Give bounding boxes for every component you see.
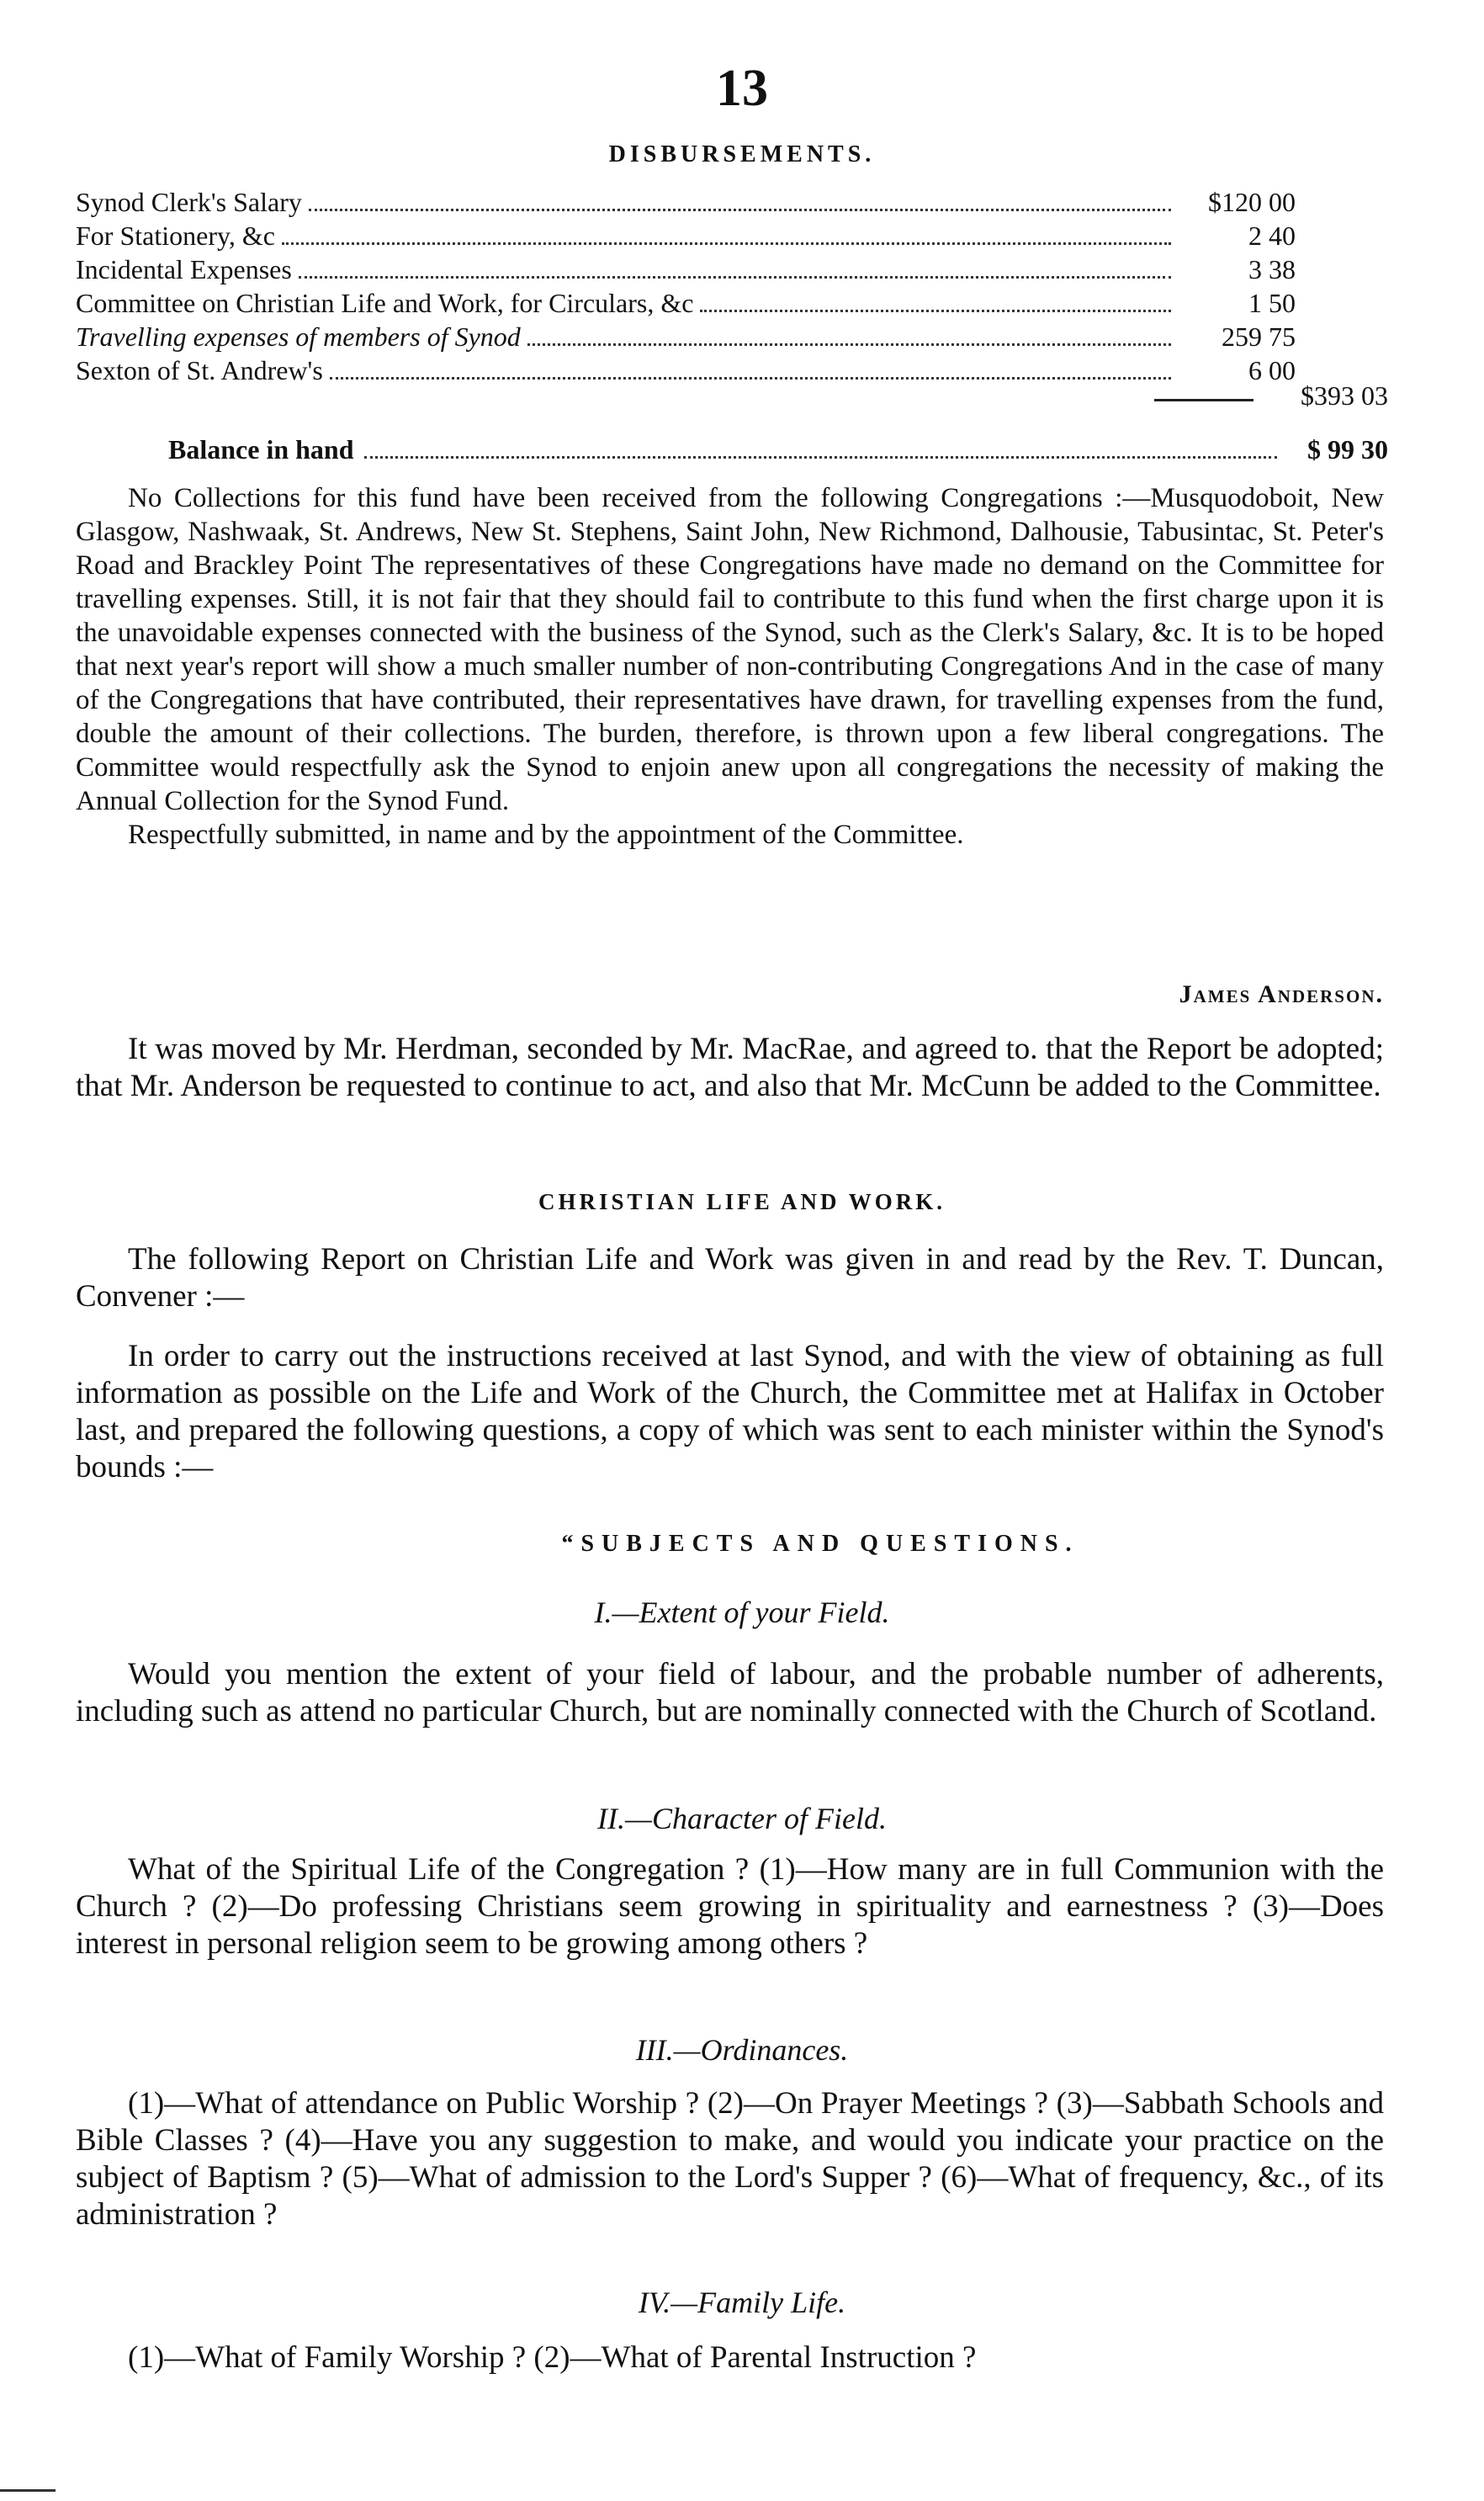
section-text <box>76 1656 1384 1730</box>
ledger-row <box>76 219 1422 252</box>
ledger-amount: $120 00 <box>1208 187 1296 217</box>
leader-dots <box>309 209 1171 211</box>
leader-dots <box>527 343 1171 346</box>
balance-amount: $ 99 30 <box>1307 434 1388 465</box>
leader-dots <box>700 310 1171 312</box>
paragraph-text: No Collections for this fund have been received from the following Congregations :—Musquodoboit, New Glasgow, Nashwaak, St. Andrews, New St. Stephens, Saint John, New Richmond, Dalhousie, Tabusintac, St. Peter's Road and Brackley Point The representatives of these Congregations have made no demand on the Committee for travelling expenses. Still, it is not fair that they should fail to contribute to this fund when the first charge upon it is the unavoidable expenses connected with the business of the Synod, such as the Clerk's Salary, &c. It is to be hoped that next year's report will show a much smaller number of non-contributing Congregations And in the case of many of the Congregations that have contributed, their representatives have drawn, for travelling expenses from the fund, double the amount of their collections. The burden, therefore, is thrown upon a few liberal congregations. The Committee would respectfully ask the Synod to enjoin anew upon all congregations the necessity of making the Annual Collection for the Synod Fund. <box>76 483 1384 816</box>
leader-dots <box>364 456 1277 459</box>
section-text <box>76 1851 1384 1962</box>
paragraph-text: Would you mention the extent of your field of labour, and the probable number of adherents, including such as attend no particular Church, but are nominally connected with the Church of Scotland. <box>76 1657 1384 1728</box>
ledger-row <box>76 320 1422 353</box>
signature: James Anderson. <box>1179 980 1384 1008</box>
instructions-paragraph <box>76 1338 1384 1486</box>
ledger-label: For Stationery, &c <box>76 220 275 251</box>
paragraph-text: (1)—What of Family Worship ? (2)—What of Parental Instruction ? <box>128 2340 977 2375</box>
ledger-amount: 6 00 <box>1248 355 1296 385</box>
leader-dots <box>330 377 1171 380</box>
ledger-label: Travelling expenses of members of Synod <box>76 321 521 352</box>
ledger-row <box>76 185 1422 219</box>
page-number: 13 <box>716 60 768 117</box>
section-title: II.—Character of Field. <box>597 1802 887 1835</box>
leader-dots <box>282 242 1171 245</box>
ledger-label: Committee on Christian Life and Work, for Circulars, &c <box>76 288 694 318</box>
disbursements-heading: DISBURSEMENTS. <box>608 141 876 167</box>
balance-label: Balance in hand <box>168 434 354 465</box>
collections-paragraph <box>76 481 1384 852</box>
ledger-label: Incidental Expenses <box>76 254 292 284</box>
section-title: IV.—Family Life. <box>638 2286 846 2319</box>
ledger-label: Sexton of St. Andrew's <box>76 355 323 385</box>
section-text <box>76 2339 1384 2376</box>
ledger-row <box>76 286 1422 320</box>
section-title: I.—Extent of your Field. <box>594 1596 890 1629</box>
ledger-amount: 1 50 <box>1248 288 1296 318</box>
section-heading: CHRISTIAN LIFE AND WORK. <box>538 1189 946 1214</box>
submitted-line: Respectfully submitted, in name and by the appointment of the Committee. <box>128 820 964 850</box>
page-edge-rule <box>0 2489 56 2492</box>
paragraph-text: The following Report on Christian Life and Work was given in and read by the Rev. T. Duncan, Convener :— <box>76 1242 1384 1314</box>
leader-dots <box>299 276 1171 279</box>
ledger-amount: 2 40 <box>1248 220 1296 251</box>
intro-paragraph <box>76 1241 1384 1315</box>
section-title: III.—Ordinances. <box>635 2033 849 2067</box>
subjects-heading: “SUBJECTS AND QUESTIONS. <box>561 1531 1079 1557</box>
paragraph-text: What of the Spiritual Life of the Congregation ? (1)—How many are in full Communion with the Church ? (2)—Do professing Christians seem growing in spirituality and earnestness ? (3)—Does interest in personal religion seem to be growing among others ? <box>76 1852 1384 1961</box>
paragraph-text: It was moved by Mr. Herdman, seconded by Mr. MacRae, and agreed to. that the Report be adopted; that Mr. Anderson be requested to continue to act, and also that Mr. McCunn be added to the Committee. <box>76 1032 1384 1103</box>
balance-row <box>168 433 1388 466</box>
paragraph-text: In order to carry out the instructions received at last Synod, and with the view of obtaining as full information as possible on the Life and Work of the Church, the Committee met at Halifax in October last, and prepared the following questions, a copy of which was sent to each minister within the Synod's bounds :— <box>76 1339 1384 1484</box>
paragraph-text: (1)—What of attendance on Public Worship ? (2)—On Prayer Meetings ? (3)—Sabbath Schools and Bible Classes ? (4)—Have you any suggestion to make, and would you indicate your practice on the subject of Baptism ? (5)—What of admission to the Lord's Supper ? (6)—What of frequency, &c., of its administration ? <box>76 2086 1384 2232</box>
ledger-amount: 259 75 <box>1222 321 1296 352</box>
motion-paragraph <box>76 1031 1384 1105</box>
ledger-row <box>76 252 1422 286</box>
ledger-label: Synod Clerk's Salary <box>76 187 302 217</box>
ledger-amount: 3 38 <box>1248 254 1296 284</box>
section-text <box>76 2085 1384 2233</box>
disbursements-total: $393 03 <box>1301 380 1388 411</box>
